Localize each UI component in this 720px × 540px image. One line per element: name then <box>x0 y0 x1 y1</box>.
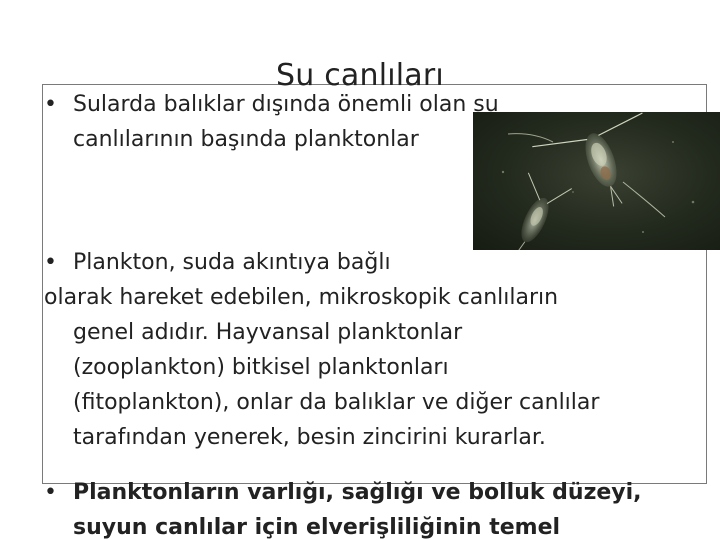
paragraph-2-line-6: tarafından yenerek, besin zincirini kurarlar. <box>73 425 546 450</box>
bullet-3: • <box>44 480 57 505</box>
paragraph-3-line-1: Planktonların varlığı, sağlığı ve bolluk düzeyi, <box>73 480 642 505</box>
paragraph-2-line-5: (fitoplankton), onlar da balıklar ve diğer canlılar <box>73 390 600 415</box>
paragraph-2-line-2: olarak hareket edebilen, mikroskopik canlıların <box>44 285 559 310</box>
paragraph-3-line-2: suyun canlılar için elverişliliğinin temel <box>73 515 561 540</box>
copepod-large <box>532 112 669 226</box>
bullet-1: • <box>44 92 57 117</box>
bullet-2: • <box>44 250 57 275</box>
paragraph-2-line-1: Plankton, suda akıntıya bağlı <box>73 250 391 275</box>
paragraph-2-line-4: (zooplankton) bitkisel planktonları <box>73 355 449 380</box>
slide-title: Su canlıları <box>276 58 444 93</box>
plankton-image <box>473 112 720 250</box>
paragraph-1-line-2: canlılarının başında planktonlar <box>73 127 419 152</box>
paragraph-2-line-3: genel adıdır. Hayvansal planktonlar <box>73 320 463 345</box>
paragraph-1-line-1: Sularda balıklar dışında önemli olan su <box>73 92 499 117</box>
plankton-photo <box>473 112 720 250</box>
copepod-small <box>495 169 572 250</box>
